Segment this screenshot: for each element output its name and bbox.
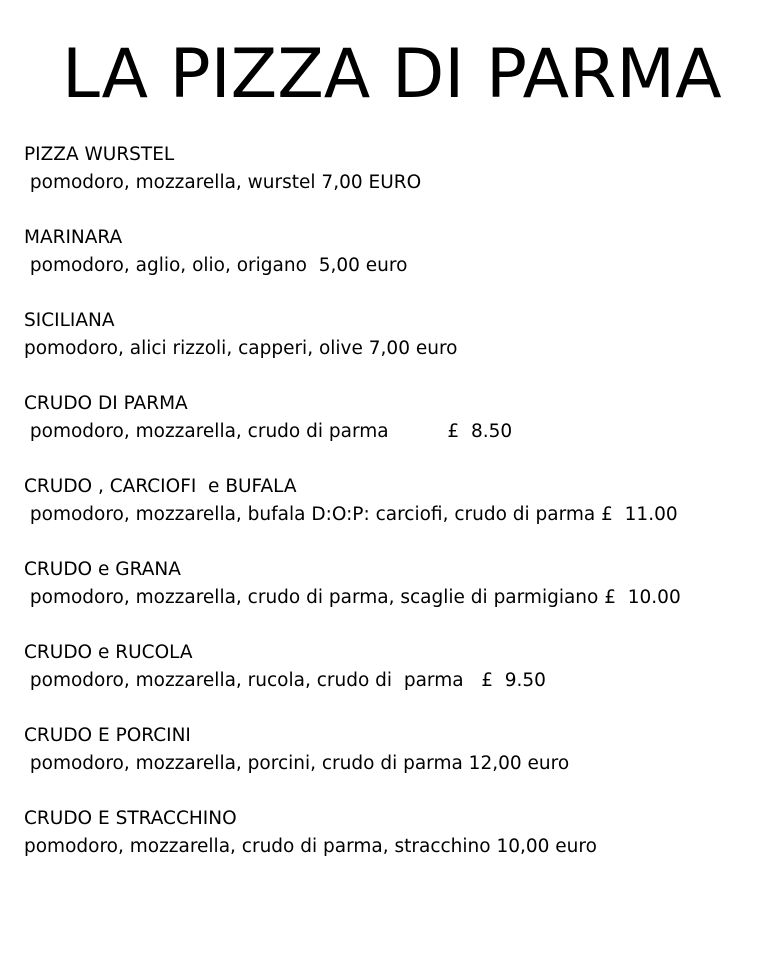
pizza-name: CRUDO E PORCINI xyxy=(24,725,191,746)
menu-item xyxy=(24,390,768,446)
pizza-name: MARINARA xyxy=(24,227,123,248)
pizza-name: SICILIANA xyxy=(24,310,115,331)
pizza-name: CRUDO , CARCIOFI e BUFALA xyxy=(24,476,297,497)
menu-item xyxy=(24,805,768,861)
menu-item xyxy=(24,224,768,280)
pizza-description: pomodoro, mozzarella, bufala D:O:P: carciofi, crudo di parma £ 11.00 xyxy=(24,504,678,525)
pizza-description: pomodoro, mozzarella, crudo di parma, scaglie di parmigiano £ 10.00 xyxy=(24,587,681,608)
pizza-name: CRUDO DI PARMA xyxy=(24,393,188,414)
pizza-description: pomodoro, aglio, olio, origano 5,00 euro xyxy=(24,255,408,276)
pizza-name: CRUDO e RUCOLA xyxy=(24,642,193,663)
pizza-description: pomodoro, mozzarella, crudo di parma £ 8.50 xyxy=(24,421,513,442)
pizza-name: CRUDO E STRACCHINO xyxy=(24,808,237,829)
pizza-name: PIZZA WURSTEL xyxy=(24,144,175,165)
menu-item xyxy=(24,473,768,529)
menu-list xyxy=(24,141,768,888)
pizza-description: pomodoro, alici rizzoli, capperi, olive 7,00 euro xyxy=(24,338,458,359)
menu-item xyxy=(24,307,768,363)
menu-item xyxy=(24,556,768,612)
pizza-name: CRUDO e GRANA xyxy=(24,559,181,580)
pizza-description: pomodoro, mozzarella, porcini, crudo di parma 12,00 euro xyxy=(24,753,570,774)
pizza-description: pomodoro, mozzarella, rucola, crudo di parma £ 9.50 xyxy=(24,670,546,691)
menu-item xyxy=(24,639,768,695)
pizza-description: pomodoro, mozzarella, wurstel 7,00 EURO xyxy=(24,172,422,193)
pizza-description: pomodoro, mozzarella, crudo di parma, stracchino 10,00 euro xyxy=(24,836,597,857)
menu-item xyxy=(24,722,768,778)
menu-item xyxy=(24,141,768,197)
menu-title: LA PIZZA DI PARMA xyxy=(62,35,722,114)
